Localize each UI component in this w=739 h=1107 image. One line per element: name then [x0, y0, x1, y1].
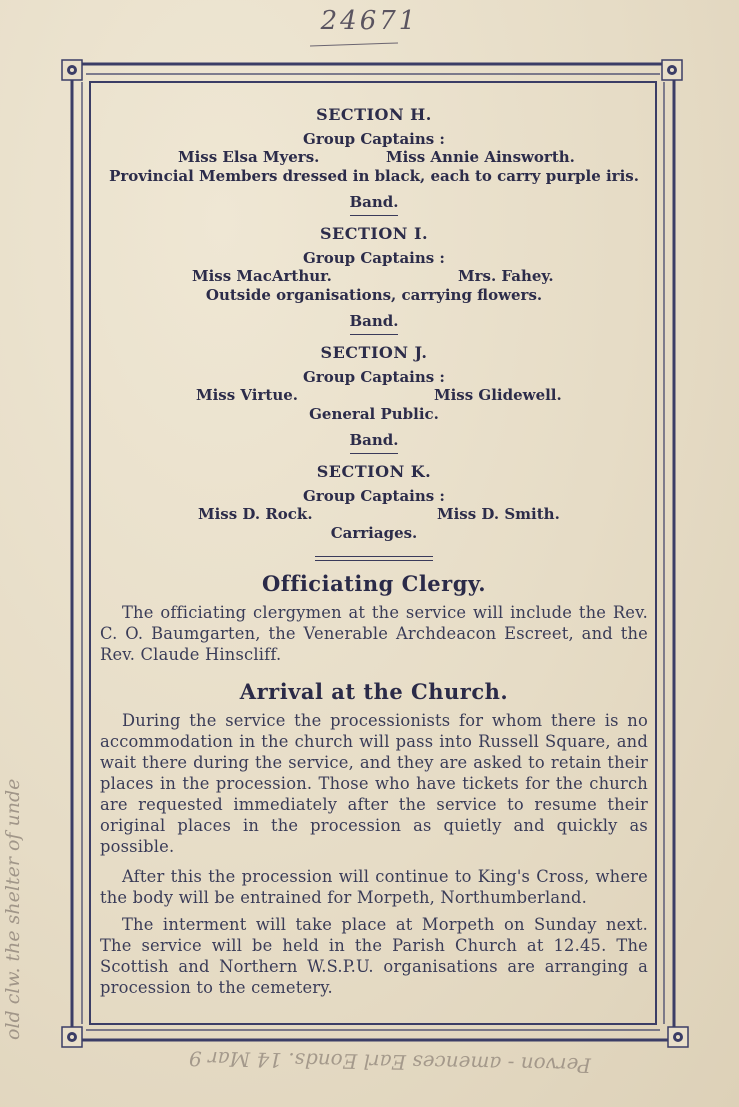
captain-2: Miss Annie Ainsworth. — [386, 148, 575, 166]
divider — [350, 453, 398, 454]
section-title: SECTION K. — [316, 462, 432, 481]
group-captains-label: Group Captains : — [303, 368, 445, 386]
captain-2: Miss Glidewell. — [434, 386, 562, 404]
section-note: Provincial Members dressed in black, each to carry purple iris. — [109, 167, 639, 185]
captain-names — [100, 386, 648, 405]
section-h — [100, 105, 648, 216]
captain-1: Miss Virtue. — [196, 386, 298, 404]
captain-names — [100, 267, 648, 286]
band-label: Band. — [349, 312, 399, 330]
section-note: Carriages. — [330, 524, 418, 542]
section-title: SECTION I. — [319, 224, 429, 243]
captain-names — [100, 505, 648, 524]
captain-1: Miss Elsa Myers. — [178, 148, 320, 166]
officiating-text: The officiating clergymen at the service will include the Rev. C. O. Baumgarten, the Venerable Archdeacon Escreet, and the Rev. Claude Hinscliff. — [100, 603, 648, 664]
group-captains-label: Group Captains : — [303, 249, 445, 267]
section-note: Outside organisations, carrying flowers. — [205, 286, 543, 304]
arrival-heading: Arrival at the Church. — [239, 679, 509, 704]
divider — [350, 215, 398, 216]
captain-2: Mrs. Fahey. — [458, 267, 554, 285]
group-captains-label: Group Captains : — [303, 487, 445, 505]
section-k — [100, 462, 648, 542]
left-margin-handwriting: old clw. the shelter of unde — [2, 778, 24, 1040]
captain-2: Miss D. Smith. — [437, 505, 560, 523]
section-j — [100, 343, 648, 454]
section-i — [100, 224, 648, 335]
bottom-margin-handwriting: Pervon - amences Earl Eonds. 14 Mar 9 — [188, 1046, 592, 1078]
captain-1: Miss MacArthur. — [192, 267, 332, 285]
catalogue-number-handwriting: 24671 — [320, 6, 419, 36]
officiating-heading: Officiating Clergy. — [261, 571, 487, 596]
section-title: SECTION J. — [320, 343, 428, 362]
arrival-paragraph-2: After this the procession will continue to King's Cross, where the body will be entrained for Morpeth, Northumberland. — [100, 867, 648, 907]
captain-1: Miss D. Rock. — [198, 505, 313, 523]
arrival-paragraph-1: During the service the processionists for whom there is no accommodation in the church will pass into Russell Square, and wait there during the service, and they are asked to retain their places in the procession. Those who have tickets for the church are requested immediately after the service to resume their original places in the procession as quietly and quickly as possible. — [100, 711, 648, 856]
band-label: Band. — [349, 431, 399, 449]
captain-names — [100, 148, 648, 167]
arrival-paragraph-3: The interment will take place at Morpeth on Sunday next. The service will be held in the Parish Church at 12.45. The Scottish and Northern W.S.P.U. organisations are arranging a procession to the cemetery. — [100, 915, 648, 997]
section-note: General Public. — [309, 405, 439, 423]
group-captains-label: Group Captains : — [303, 130, 445, 148]
divider — [350, 334, 398, 335]
section-title: SECTION H. — [316, 105, 432, 124]
band-label: Band. — [349, 193, 399, 211]
double-divider — [315, 556, 433, 561]
programme-page — [100, 100, 648, 998]
